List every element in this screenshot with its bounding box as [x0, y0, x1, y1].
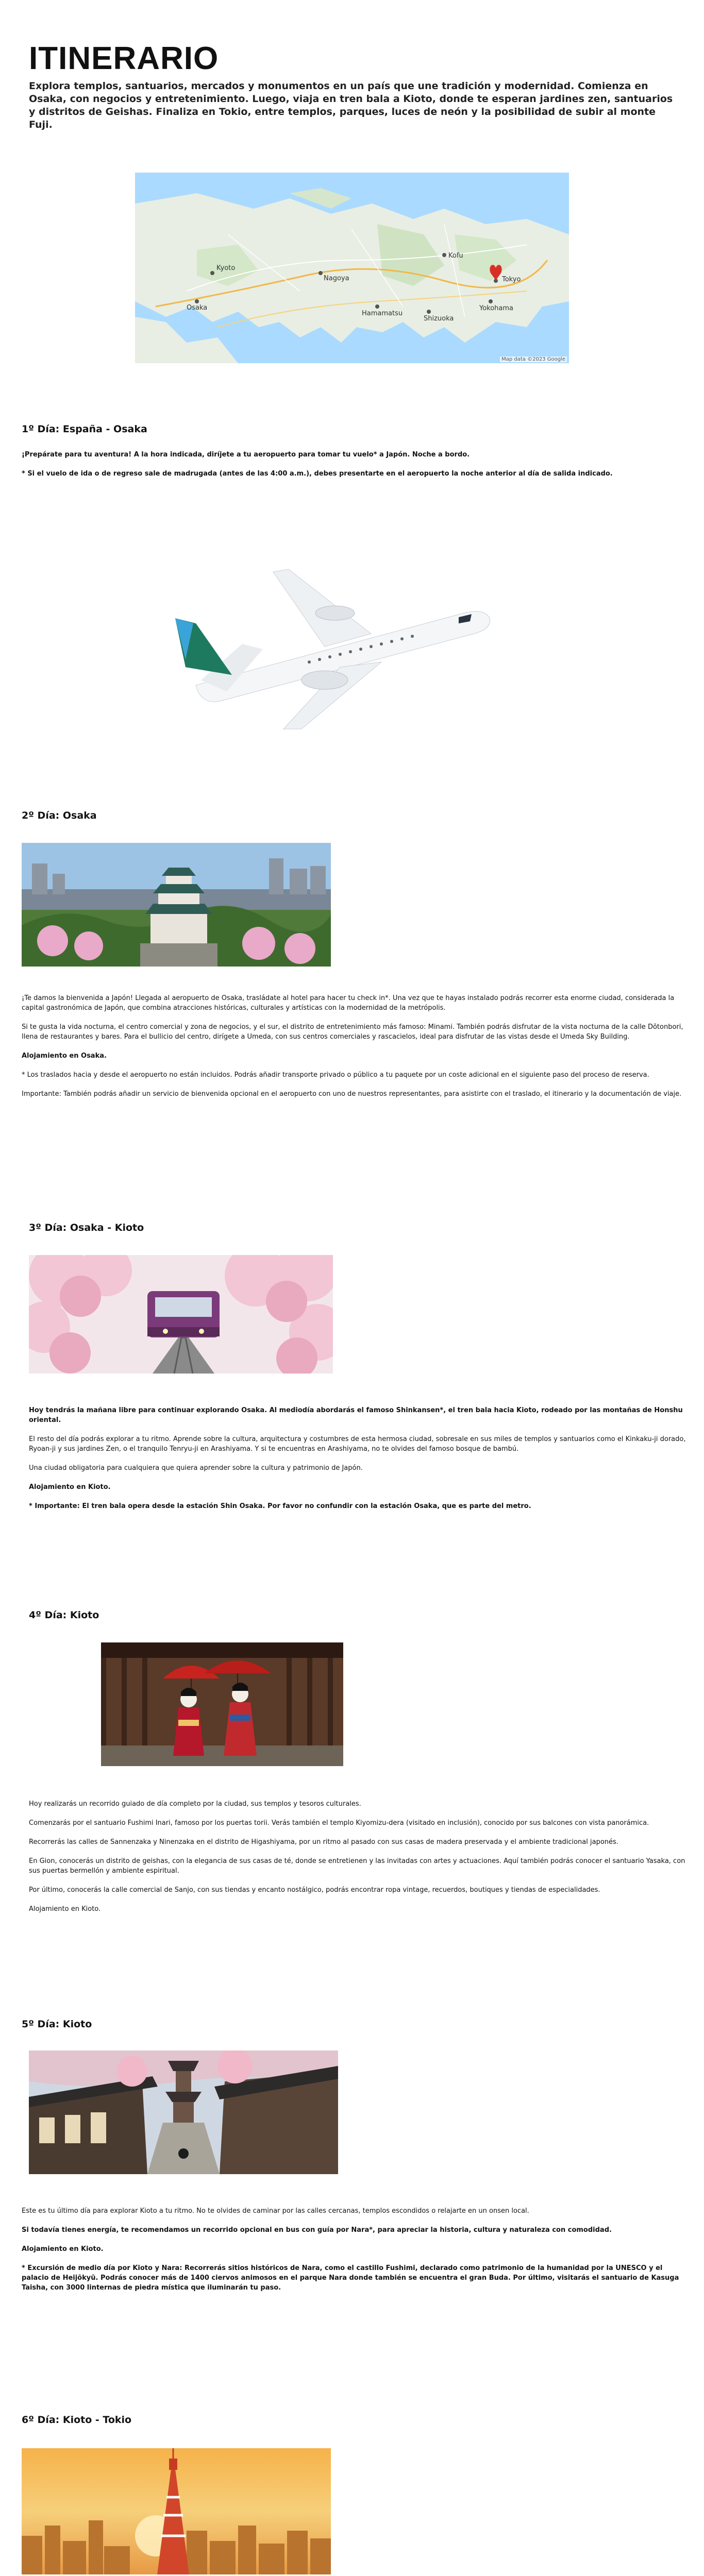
map-label-osaka: Osaka — [187, 304, 208, 312]
map-label-yokohama: Yokohama — [479, 304, 514, 312]
route-map[interactable] — [135, 173, 569, 363]
day-2-paragraph: Importante: También podrás añadir un servicio de bienvenida opcional en el aeropuerto con uno de nuestros representantes, para asistirte con el traslado, el itinerario y la documentación de viaje. — [22, 1090, 682, 1098]
day-4-paragraph: Hoy realizarás un recorrido guiado de día completo por la ciudad, sus templos y tesoros culturales. — [29, 1800, 361, 1808]
day-5-heading: 5º Día: Kioto — [22, 2019, 92, 2030]
day-4-heading: 4º Día: Kioto — [29, 1609, 99, 1621]
day-5-paragraph: * Excursión de medio día por Kioto y Nara: Recorrerás sitios históricos de Nara, como el castillo Fushimi, declarado como patrimonio de la humanidad por la UNESCO y el palacio de Heijōkyū. Podrás conocer más de 1400 ciervos animosos en el parque Nara donde también se encuentra el gran Buda. Por último, visitarás el santuario de Kasuga Taisha, con 3000 linternas de piedra mística que iluminarán tu paso. — [22, 2264, 679, 2292]
day-1-heading: 1º Día: España - Osaka — [22, 423, 147, 435]
day-5-text — [22, 2206, 692, 2302]
map-label-shizuoka: Shizuoka — [424, 315, 454, 323]
day-4-paragraph: En Gion, conocerás un distrito de geishas, con la elegancia de sus casas de té, donde se entretienen y las invitadas con artes y actuaciones. Aquí también podrás conocer el santuario Yasaka, con sus puertas bermellón y ambiente espiritual. — [29, 1857, 685, 1875]
geishas-image — [101, 1642, 343, 1766]
day-4-paragraph: Comenzarás por el santuario Fushimi Inari, famoso por los puertas torii. Verás también el templo Kiyomizu-dera (visitado en inclusión), conocido por sus balcones con vista panorámica. — [29, 1819, 649, 1827]
day-1-paragraph: * Si el vuelo de ida o de regreso sale de madrugada (antes de las 4:00 a.m.), debes presentarte en el aeropuerto la noche anterior al día de salida indicado. — [22, 470, 613, 478]
day-3-paragraph: Alojamiento en Kioto. — [29, 1483, 111, 1491]
day-4-paragraph: Alojamiento en Kioto. — [29, 1905, 101, 1913]
kyoto-train-image — [29, 1255, 333, 1374]
tokyo-tower-image — [22, 2448, 331, 2574]
map-label-nagoya: Nagoya — [324, 275, 349, 282]
day-2-paragraph: ¡Te damos la bienvenida a Japón! Llegada al aeropuerto de Osaka, trasládate al hotel para hacer tu check in*. Una vez que te hayas instalado podrás recorrer esta enorme ciudad, considerada la capital gastronómica de Japón, que combina atracciones históricas, culturales y artísticas con la modernidad de la metrópolis. — [22, 994, 675, 1012]
day-2-paragraph: * Los traslados hacia y desde el aeropuerto no están incluidos. Podrás añadir transporte privado o público a tu paquete por un coste adicional en el siguiente paso del proceso de reserva. — [22, 1071, 649, 1079]
kyoto-street-image — [29, 2050, 338, 2174]
day-4-paragraph: Por último, conocerás la calle comercial de Sanjo, con sus tiendas y encanto nostálgico, podrás encontrar ropa vintage, recuerdos, boutiques y tiendas de especialidades. — [29, 1886, 600, 1894]
day-5-paragraph: Alojamiento en Kioto. — [22, 2245, 104, 2253]
map-label-kyoto: Kyoto — [216, 264, 236, 272]
day-5-paragraph: Si todavía tienes energía, te recomendamos un recorrido opcional en bus con guía por Nara*, para apreciar la historia, cultura y naturaleza con comodidad. — [22, 2226, 612, 2234]
day-1-text — [22, 450, 692, 488]
day-3-paragraph: * Importante: El tren bala opera desde la estación Shin Osaka. Por favor no confundir con la estación Osaka, que es parte del metro. — [29, 1502, 531, 1510]
day-6-heading: 6º Día: Kioto - Tokio — [22, 2414, 132, 2426]
day-3-text — [29, 1405, 689, 1520]
map-label-kofu: Kofu — [448, 252, 463, 260]
day-2-paragraph: Si te gusta la vida nocturna, el centro comercial y zona de negocios, y el sur, el distrito de entretenimiento más famoso: Minami. También podrás disfrutar de la vista nocturna de la calle Dōtonbori, llena de restaurantes y bares. Para el bullicio del centro, dirígete a Umeda, con sus centros comerciales y rascacielos, ideal para disfrutar de las vistas desde el Umeda Sky Building. — [22, 1023, 683, 1041]
map-credit: Map data ©2023 Google — [500, 357, 567, 362]
map-label-tokyo: Tokyo — [502, 276, 521, 283]
day-3-paragraph: Una ciudad obligatoria para cualquiera que quiera aprender sobre la cultura y patrimonio de Japón. — [29, 1464, 363, 1472]
map-label-hamamatsu: Hamamatsu — [362, 310, 403, 317]
day-3-paragraph: Hoy tendrás la mañana libre para continuar explorando Osaka. Al mediodía abordarás el famoso Shinkansen*, el tren bala hacia Kioto, rodeado por las montañas de Honshu oriental. — [29, 1406, 683, 1424]
page-title: ITINERARIO — [29, 41, 219, 76]
airplane-image — [155, 556, 515, 732]
day-3-heading: 3º Día: Osaka - Kioto — [29, 1222, 144, 1233]
intro-text: Explora templos, santuarios, mercados y monumentos en un país que une tradición y modernidad. Comienza en Osaka, con negocios y entretenimiento. Luego, viaja en tren bala a Kioto, donde te esperan jardines zen, santuarios y distritos de Geishas. Finaliza en Tokio, entre templos, parques, luces de neón y la posibilidad de subir al monte Fuji. — [29, 80, 673, 130]
day-2-paragraph: Alojamiento en Osaka. — [22, 1052, 107, 1060]
osaka-castle-image — [22, 843, 331, 967]
day-4-text — [29, 1799, 689, 1923]
day-5-paragraph: Este es tu último día para explorar Kioto a tu ritmo. No te olvides de caminar por las calles cercanas, templos escondidos o relajarte en un onsen local. — [22, 2207, 529, 2215]
day-1-paragraph: ¡Prepárate para tu aventura! A la hora indicada, diríjete a tu aeropuerto para tomar tu vuelo* a Japón. Noche a bordo. — [22, 451, 470, 459]
day-2-heading: 2º Día: Osaka — [22, 810, 97, 821]
day-2-text — [22, 993, 692, 1108]
day-3-paragraph: El resto del día podrás explorar a tu ritmo. Aprende sobre la cultura, arquitectura y costumbres de esta hermosa ciudad, sobresale en sus miles de templos y santuarios como el Kinkaku-ji dorado, Ryoan-ji y sus jardines Zen, o el tranquilo Tenryu-ji en Arashiyama. Y si te encuentras en Arashiyama, no te olvides del famoso bosque de bambú. — [29, 1435, 686, 1453]
day-4-paragraph: Recorrerás las calles de Sannenzaka y Ninenzaka en el distrito de Higashiyama, por un ritmo al pasado con sus casas de madera preservada y el ambiente tradicional japonés. — [29, 1838, 618, 1846]
